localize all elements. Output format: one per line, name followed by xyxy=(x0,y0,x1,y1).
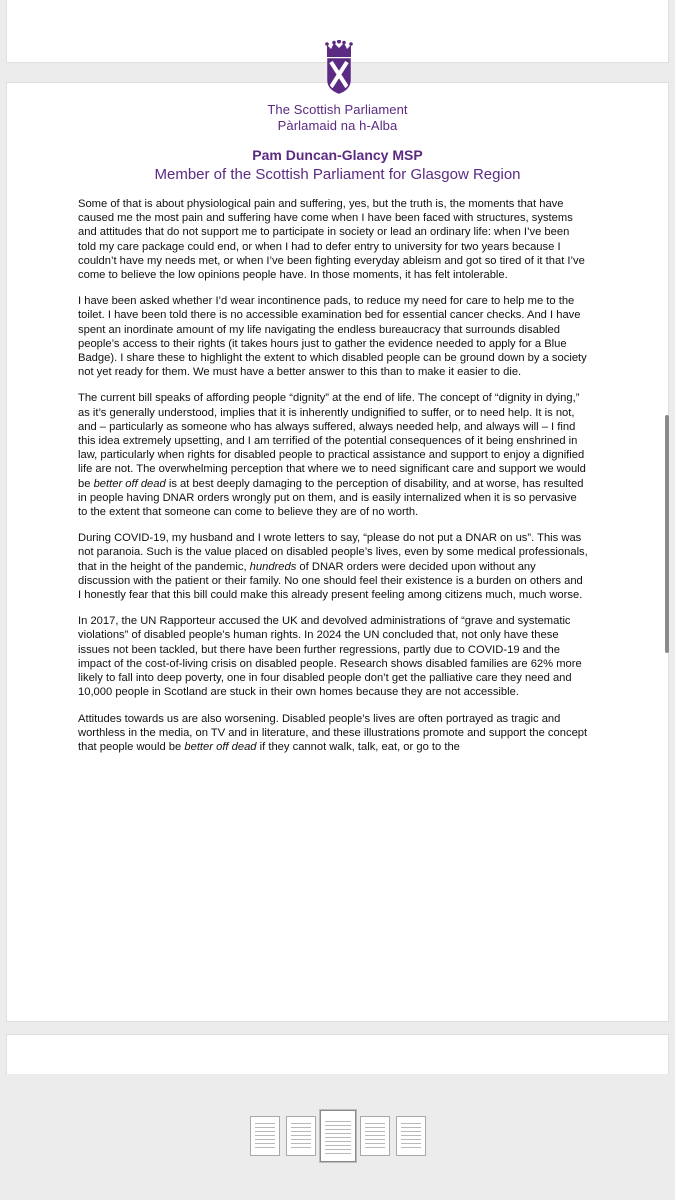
letter-body xyxy=(78,197,588,862)
page-thumbnail-4[interactable] xyxy=(360,1116,390,1156)
paragraph: During COVID-19, my husband and I wrote letters to say, “please do not put a DNAR on us”. This was not paranoia. Such is the value placed on disabled people’s lives, even by some medical professionals, that in the height of the pandemic, hundreds of DNAR orders were decided upon without any discussion with the patient or their family. No one should feel their existence is a burden on others and I honestly fear that this bill could make this already present feeling among citizens much, much worse. xyxy=(78,532,588,602)
author-name: Pam Duncan-Glancy MSP xyxy=(252,147,423,163)
paragraph: Some of that is about physiological pain and suffering, yes, but the truth is, the moments that have caused me the most pain and suffering have come when I have been faced with structures, systems and attitudes that do not support me to participate in society or lead an ordinary life: when I’ve been told my care package could end, or when I had to defer entry to university for two years because I couldn’t have my needs met, or when I’ve been fighting everyday ableism and got so tired of it that I’ve come to believe the low opinions people have. In those moments, it has felt intolerable. xyxy=(78,198,585,282)
author-role: Member of the Scottish Parliament for Glasgow Region xyxy=(154,166,521,183)
crown-saltire-crest-icon xyxy=(310,40,368,100)
logo-name-english: The Scottish Parliament xyxy=(267,102,408,117)
paragraph: The current bill speaks of affording people “dignity” at the end of life. The concept of “dignity in dying,” as it’s generally understood, implies that it is inherently undignified to suffer, or to need help. It is not, and – particularly as someone who has always suffered, always needed help, and always will – I find this idea extremely upsetting, and I am terrified of the potential consequences of it being enshrined in law, particularly when rights for disabled people to practical assistance and support to enjoy a dignified life are not. The overwhelming perception that where we to need significant care and support we would be better off dead is at best deeply damaging to the perception of disability, and at worse, has resulted in people having DNAR orders wrongly put on them, and is easily internalized when it is so pervasive to the extent that someone can come to believe they are of no worth. xyxy=(78,392,586,519)
emphasis: better off dead xyxy=(184,740,257,753)
emphasis: hundreds xyxy=(249,560,297,573)
next-page xyxy=(6,1034,669,1074)
paragraph: I have been asked whether I’d wear incontinence pads, to reduce my need for care to help me to the toilet. I have been told there is no accessible examination bed for essential cancer checks. And I have spent an inordinate amount of my life navigating the endless bureaucracy that surrounds disabled people’s access to their rights (it takes hours just to gather the evidence needed to apply for a Blue Badge). I share these to highlight the extent to which disabled people can be ground down by a society not yet ready for them. We must have a better answer to this than to make it easier to die. xyxy=(78,295,587,379)
paragraph: Attitudes towards us are also worsening. Disabled people’s lives are often portrayed as tragic and worthless in the media, on TV and in literature, and these illustrations promote and support the concept that people would be better off dead if they cannot walk, talk, eat, or go to the xyxy=(78,712,588,753)
page-thumbnail-1[interactable] xyxy=(250,1116,280,1156)
page-thumbnail-5[interactable] xyxy=(396,1116,426,1156)
page-thumbnail-3-current[interactable] xyxy=(320,1110,356,1162)
paragraph: In 2017, the UN Rapporteur accused the UK and devolved administrations of “grave and systematic violations” of disabled people’s human rights. In 2024 the UN concluded that, not only have these issues not been tackled, but there have been further regressions, partly due to COVID-19 and the impact of the cost-of-living crisis on disabled people. Research shows disabled families are 62% more likely to fall into deep poverty, one in four disabled people don’t get the palliative care they need and 10,000 people in Scotland are stuck in their own homes because they are not accessible. xyxy=(78,615,582,699)
page-thumbnail-2[interactable] xyxy=(286,1116,316,1156)
page-thumbnail-strip xyxy=(248,1110,428,1162)
emphasis: better off dead xyxy=(93,477,166,490)
logo-name-gaelic: Pàrlamaid na h-Alba xyxy=(277,118,398,133)
scrollbar-thumb[interactable] xyxy=(665,415,669,653)
